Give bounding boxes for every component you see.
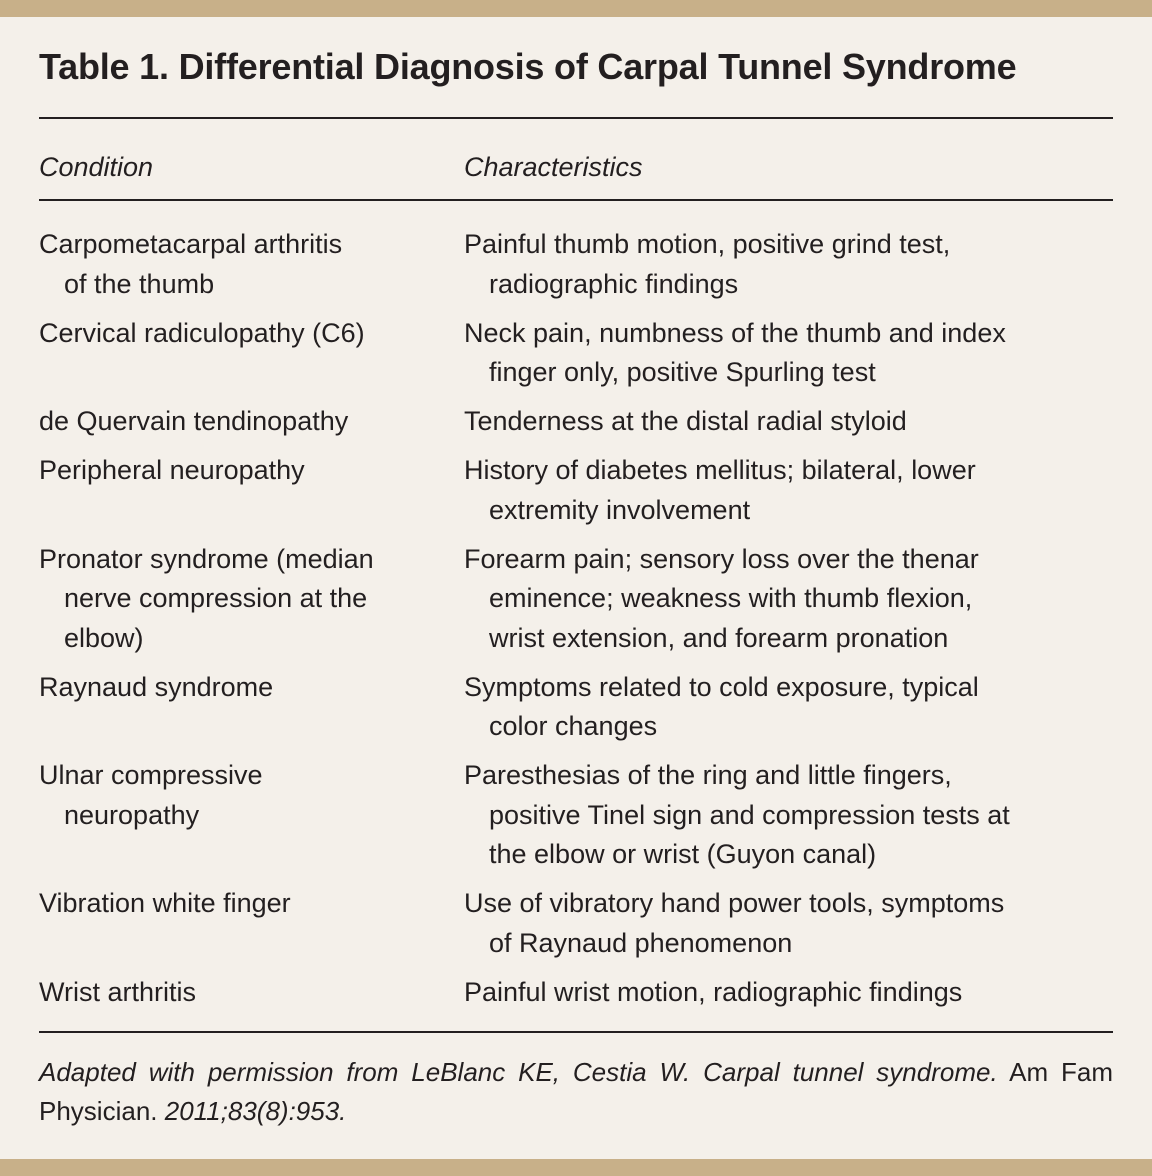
characteristics-cell	[464, 540, 1113, 659]
condition-cell	[39, 540, 464, 659]
characteristics-text-line: Use of vibratory hand power tools, symptoms	[464, 888, 1005, 918]
characteristics-text-line: Painful thumb motion, positive grind test,	[464, 229, 951, 259]
table-title: Table 1. Differential Diagnosis of Carpal Tunnel Syndrome	[39, 46, 1017, 87]
condition-text-line: de Quervain tendinopathy	[39, 406, 349, 436]
bottom-decorative-band	[0, 1159, 1152, 1176]
characteristics-text-line: positive Tinel sign and compression tests at	[489, 799, 1010, 830]
characteristics-cell	[464, 451, 1113, 530]
characteristics-cell	[464, 668, 1113, 747]
condition-cell	[39, 402, 464, 442]
table-row	[39, 314, 1113, 403]
title-rule	[39, 117, 1113, 119]
characteristics-text-line: Symptoms related to cold exposure, typical	[464, 671, 979, 702]
characteristics-text-line: eminence; weakness with thumb flexion,	[489, 583, 973, 613]
header-rule	[39, 199, 1113, 201]
table-body	[39, 225, 1113, 1022]
condition-cell	[39, 451, 464, 530]
characteristics-cell	[464, 756, 1113, 875]
condition-text-line: Carpometacarpal arthritis	[39, 229, 343, 259]
characteristics-text-line: color changes	[489, 711, 658, 741]
characteristics-text-line: Tenderness at the distal radial styloid	[464, 406, 907, 436]
condition-text-line: elbow)	[64, 622, 144, 653]
condition-text-line: Peripheral neuropathy	[39, 455, 305, 485]
condition-text-line: Vibration white finger	[39, 888, 291, 918]
condition-text-line: Raynaud syndrome	[39, 671, 274, 702]
top-decorative-band	[0, 0, 1152, 17]
header-characteristics: Characteristics	[464, 152, 643, 182]
characteristics-text-line: radiographic findings	[489, 268, 739, 299]
condition-text-line: nerve compression at the	[64, 583, 368, 613]
condition-text-line: Pronator syndrome (median	[39, 543, 374, 574]
footnote-source: Adapted with permission from LeBlanc KE, Cestia W. Carpal tunnel syndrome.	[39, 1057, 998, 1087]
characteristics-text-line: finger only, positive Spurling test	[489, 357, 876, 387]
characteristics-cell	[464, 973, 1113, 1013]
condition-text-line: Cervical radiculopathy (C6)	[39, 317, 365, 348]
footnote-journal: Am Fam Physician.	[39, 1057, 1114, 1126]
characteristics-text-line: of Raynaud phenomenon	[489, 927, 793, 958]
characteristics-cell	[464, 314, 1113, 393]
table-row	[39, 668, 1113, 757]
characteristics-cell	[464, 884, 1113, 963]
characteristics-text-line: wrist extension, and forearm pronation	[489, 622, 949, 653]
condition-cell	[39, 225, 464, 304]
table-row	[39, 756, 1113, 884]
table-row	[39, 540, 1113, 668]
bottom-rule	[39, 1031, 1113, 1033]
characteristics-text-line: the elbow or wrist (Guyon canal)	[489, 839, 877, 869]
characteristics-cell	[464, 225, 1113, 304]
characteristics-text-line: Painful wrist motion, radiographic findings	[464, 976, 963, 1007]
table-row	[39, 402, 1113, 451]
characteristics-text-line: Neck pain, numbness of the thumb and index	[464, 317, 1006, 348]
condition-cell	[39, 314, 464, 393]
header-condition: Condition	[39, 152, 154, 182]
table-row	[39, 884, 1113, 973]
characteristics-text-line: Paresthesias of the ring and little fingers,	[464, 760, 952, 790]
condition-cell	[39, 756, 464, 875]
characteristics-text-line: extremity involvement	[489, 494, 751, 525]
characteristics-text-line: History of diabetes mellitus; bilateral, lower	[464, 455, 976, 485]
table-row	[39, 225, 1113, 314]
table-row	[39, 451, 1113, 540]
condition-cell	[39, 668, 464, 747]
footnote-citation: 2011;83(8):953.	[164, 1096, 347, 1126]
characteristics-cell	[464, 402, 1113, 442]
condition-text-line: of the thumb	[64, 268, 215, 299]
table-row	[39, 973, 1113, 1022]
condition-text-line: neuropathy	[64, 799, 200, 830]
condition-cell	[39, 973, 464, 1013]
condition-text-line: Wrist arthritis	[39, 976, 197, 1007]
condition-cell	[39, 884, 464, 963]
characteristics-text-line: Forearm pain; sensory loss over the thenar	[464, 543, 979, 574]
condition-text-line: Ulnar compressive	[39, 760, 263, 790]
footnote	[39, 1053, 1113, 1131]
